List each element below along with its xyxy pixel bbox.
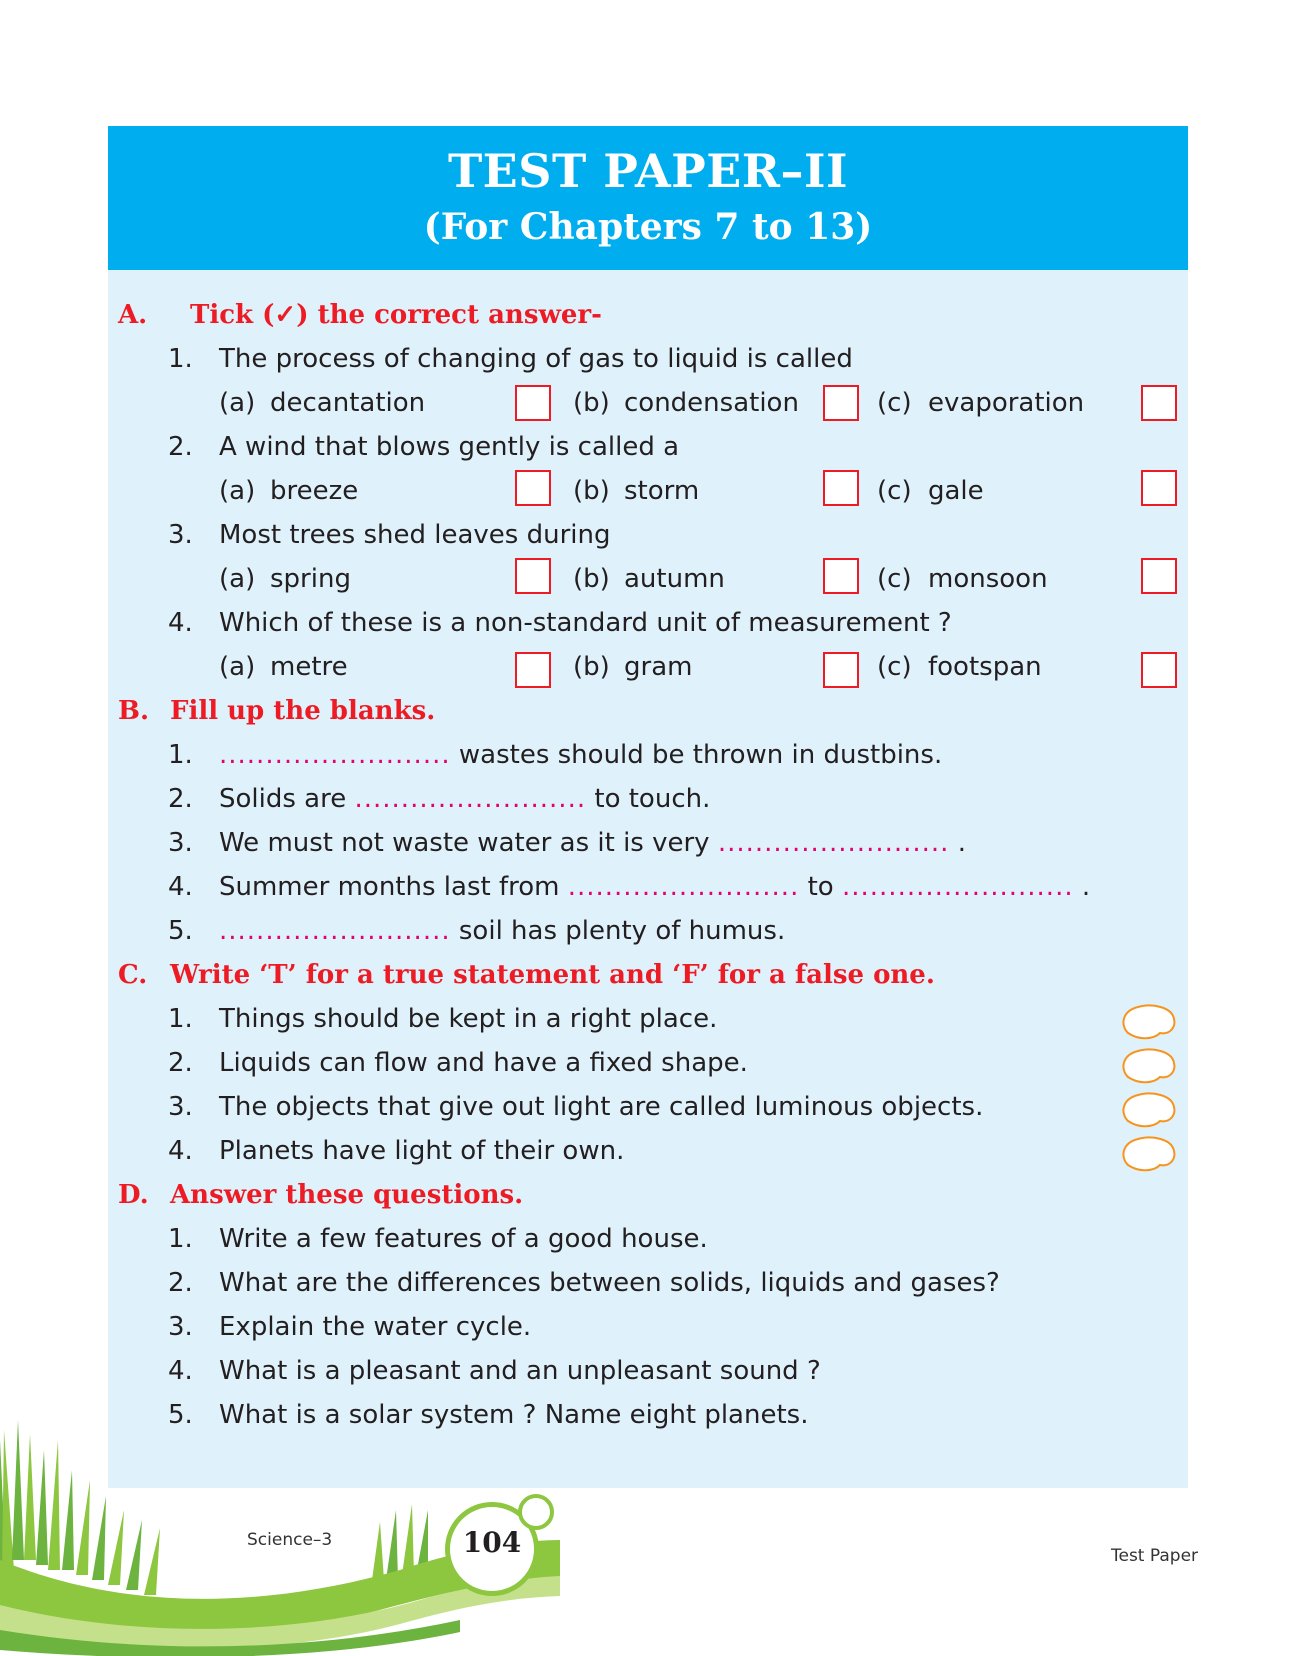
question-number: 2.: [168, 432, 193, 462]
fill-blank-item: [219, 740, 942, 770]
answer-oval[interactable]: [1120, 1091, 1176, 1129]
section-letter: B.: [118, 696, 150, 726]
item-number: 2.: [168, 1048, 193, 1078]
fill-blank-item: [219, 828, 966, 858]
item-number: 2.: [168, 1268, 193, 1298]
blank-line[interactable]: .........................: [354, 784, 587, 814]
option-label: gram: [624, 652, 693, 682]
option-key: (a): [219, 564, 256, 594]
answer-checkbox[interactable]: [1141, 558, 1177, 594]
item-number: 4.: [168, 1136, 193, 1166]
page-subtitle: (For Chapters 7 to 13): [423, 206, 873, 248]
statement-text: Planets have light of their own.: [219, 1136, 625, 1166]
option-key: (a): [219, 652, 256, 682]
option-key: (a): [219, 388, 256, 418]
blank-line[interactable]: .........................: [717, 828, 950, 858]
question-text: Which of these is a non-standard unit of measurement ?: [219, 608, 952, 638]
item-number: 4.: [168, 1356, 193, 1386]
section-b-heading: [118, 696, 435, 726]
option-key: (b): [573, 652, 610, 682]
section-d-heading: [118, 1180, 523, 1210]
option-key: (c): [877, 388, 912, 418]
page-number: 104: [462, 1526, 522, 1559]
fill-blank-item: [219, 872, 1090, 902]
answer-oval[interactable]: [1120, 1135, 1176, 1173]
answer-checkbox[interactable]: [823, 652, 859, 688]
item-number: 1.: [168, 740, 193, 770]
answer-checkbox[interactable]: [823, 470, 859, 506]
question-text: A wind that blows gently is called a: [219, 432, 680, 462]
item-text: to: [799, 872, 842, 902]
item-number: 1.: [168, 1224, 193, 1254]
statement-text: Things should be kept in a right place.: [219, 1004, 718, 1034]
blank-line[interactable]: .........................: [219, 740, 451, 770]
answer-checkbox[interactable]: [1141, 652, 1177, 688]
question-text: Explain the water cycle.: [219, 1312, 532, 1342]
answer-checkbox[interactable]: [515, 558, 551, 594]
badge-dot: [518, 1494, 554, 1530]
item-number: 3.: [168, 1092, 193, 1122]
answer-oval[interactable]: [1120, 1003, 1176, 1041]
title-banner: [108, 126, 1188, 270]
item-text: Summer months last from: [219, 872, 568, 902]
option-label: breeze: [270, 476, 359, 506]
book-name: Science–3: [247, 1530, 333, 1550]
option-key: (c): [877, 652, 912, 682]
option-key: (a): [219, 476, 256, 506]
answer-checkbox[interactable]: [515, 470, 551, 506]
item-number: 3.: [168, 1312, 193, 1342]
answer-checkbox[interactable]: [1141, 385, 1177, 421]
answer-checkbox[interactable]: [515, 385, 551, 421]
fill-blank-item: [219, 916, 785, 946]
item-text: .: [1073, 872, 1091, 902]
item-number: 5.: [168, 1400, 193, 1430]
section-letter: C.: [118, 960, 148, 990]
item-text: soil has plenty of humus.: [450, 916, 786, 946]
option-key: (b): [573, 476, 610, 506]
question-text: Write a few features of a good house.: [219, 1224, 708, 1254]
section-letter: A.: [118, 300, 148, 330]
option-label: condensation: [624, 388, 799, 418]
blank-line[interactable]: .........................: [219, 916, 451, 946]
question-text: What is a solar system ? Name eight planets.: [219, 1400, 809, 1430]
fill-blank-item: [219, 784, 710, 814]
section-title: Answer these questions.: [170, 1180, 524, 1210]
section-name: Test Paper: [1111, 1546, 1199, 1566]
section-c-heading: [118, 960, 935, 990]
option-key: (b): [573, 388, 610, 418]
item-number: 5.: [168, 916, 193, 946]
question-number: 3.: [168, 520, 193, 550]
item-text: We must not waste water as it is very: [219, 828, 718, 858]
section-title: Write ‘T’ for a true statement and ‘F’ for a false one.: [170, 960, 935, 990]
item-number: 1.: [168, 1004, 193, 1034]
option-label: autumn: [624, 564, 725, 594]
option-label: decantation: [270, 388, 426, 418]
option-key: (b): [573, 564, 610, 594]
blank-line[interactable]: .........................: [841, 872, 1074, 902]
answer-oval[interactable]: [1120, 1047, 1176, 1085]
question-text: Most trees shed leaves during: [219, 520, 611, 550]
section-letter: D.: [118, 1180, 149, 1210]
item-number: 4.: [168, 872, 193, 902]
option-label: storm: [624, 476, 700, 506]
option-label: monsoon: [928, 564, 1048, 594]
option-label: metre: [270, 652, 348, 682]
answer-checkbox[interactable]: [1141, 470, 1177, 506]
statement-text: Liquids can flow and have a fixed shape.: [219, 1048, 748, 1078]
option-key: (c): [877, 564, 912, 594]
section-a-heading: [118, 300, 602, 330]
option-key: (c): [877, 476, 912, 506]
question-number: 4.: [168, 608, 193, 638]
answer-checkbox[interactable]: [515, 652, 551, 688]
question-text: What are the differences between solids, liquids and gases?: [219, 1268, 1000, 1298]
item-text: to touch.: [586, 784, 711, 814]
option-label: evaporation: [928, 388, 1085, 418]
item-text: wastes should be thrown in dustbins.: [450, 740, 943, 770]
item-text: .: [949, 828, 966, 858]
item-number: 2.: [168, 784, 193, 814]
question-number: 1.: [168, 344, 193, 374]
section-title: Tick (✓) the correct answer-: [190, 300, 602, 330]
item-number: 3.: [168, 828, 193, 858]
item-text: Solids are: [219, 784, 355, 814]
option-label: spring: [270, 564, 351, 594]
statement-text: The objects that give out light are called luminous objects.: [219, 1092, 984, 1122]
page-title: TEST PAPER–II: [447, 144, 849, 198]
option-label: gale: [928, 476, 984, 506]
answer-checkbox[interactable]: [823, 385, 859, 421]
option-label: footspan: [928, 652, 1042, 682]
question-text: What is a pleasant and an unpleasant sound ?: [219, 1356, 821, 1386]
answer-checkbox[interactable]: [823, 558, 859, 594]
question-text: The process of changing of gas to liquid is called: [219, 344, 853, 374]
section-title: Fill up the blanks.: [170, 696, 436, 726]
blank-line[interactable]: .........................: [567, 872, 800, 902]
